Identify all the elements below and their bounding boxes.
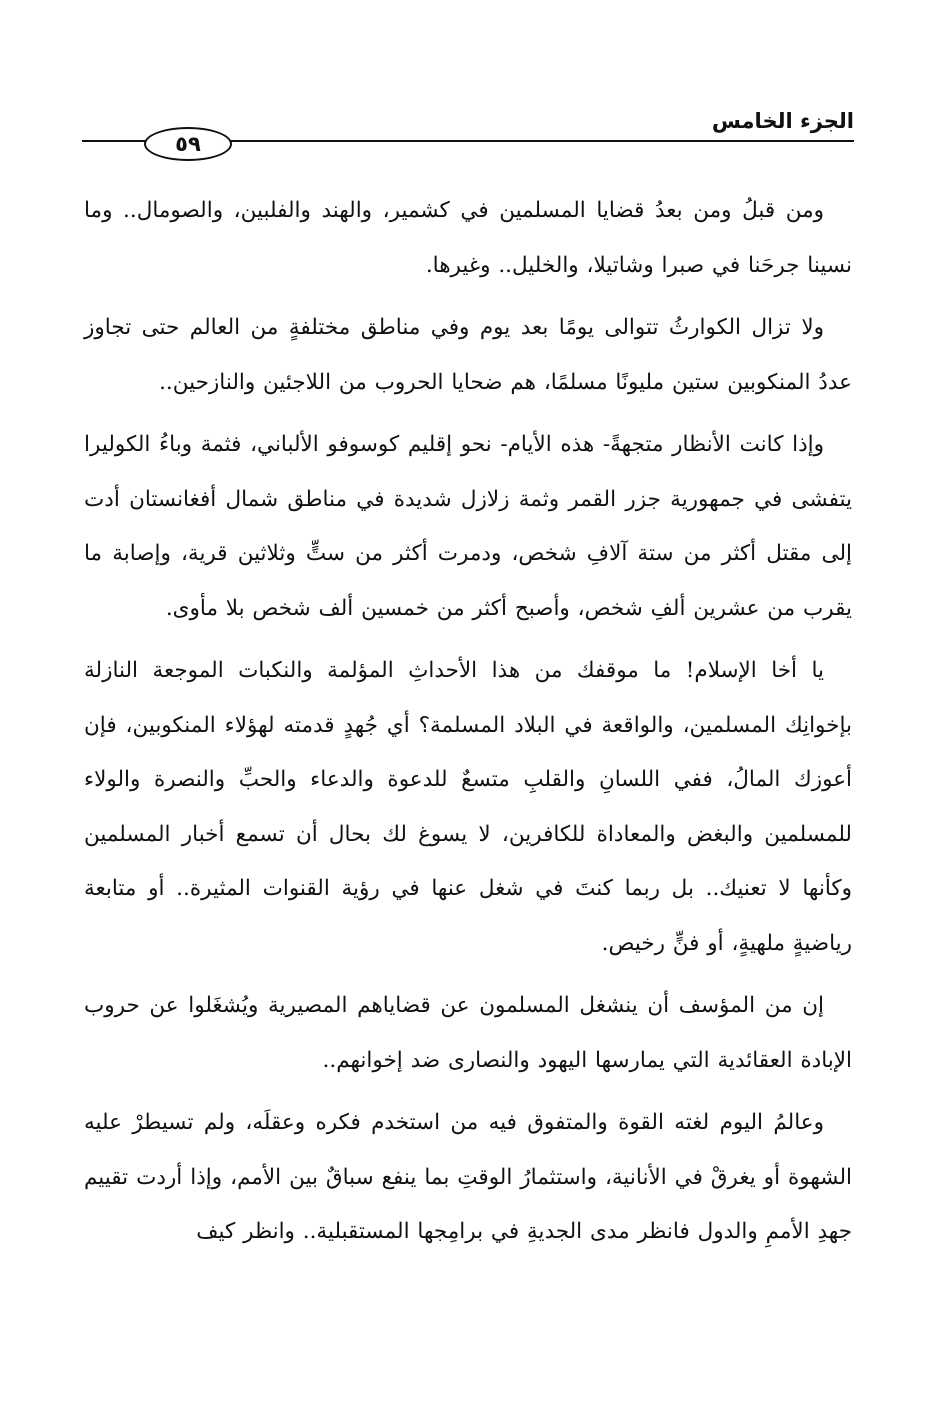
paragraph: وعالمُ اليوم لغته القوة والمتفوق فيه من استخدم فكره وعقلَه، ولم تسيطرْ عليه الشهوة أو يغرقْ في الأنانية، واستثمارُ الوقتِ بما ينفع سباقٌ بين الأمم، وإذا أردت تقييم جهدِ الأممِ والدول فانظر مدى الجديةِ في برامِجها المستقبلية.. وانظر كيف <box>84 1110 852 1244</box>
page-number: ٥٩ <box>144 127 232 161</box>
header-title: الجزء الخامس <box>711 109 854 133</box>
paragraph: يا أخا الإسلام! ما موقفك من هذا الأحداثِ المؤلمة والنكبات الموجعة النازلة بإخوانِك المسلمين، والواقعة في البلاد المسلمة؟ أي جُهدٍ قدمته لهؤلاء المنكوبين، فإن أعوزك المالُ، ففي اللسانِ والقلبِ متسعٌ للدعوة والدعاء والحبِّ والنصرة والولاء للمسلمين والبغض والمعاداة للكافرين، لا يسوغ لك بحال أن تسمع أخبار المسلمين وكأنها لا تعنيك.. بل ربما كنتَ في شغل عنها في رؤية القنوات المثيرة.. أو متابعة رياضيةٍ ملهيةٍ، أو فنٍّ رخيص. <box>84 658 852 956</box>
paragraph: ومن قبلُ ومن بعدُ قضايا المسلمين في كشمير، والهند والفلبين، والصومال.. وما نسينا جرحَنا في صبرا وشاتيلا، والخليل.. وغيرها. <box>84 198 852 278</box>
paragraph: إن من المؤسف أن ينشغل المسلمون عن قضاياهم المصيرية ويُشغَلوا عن حروب الإبادة العقائدية التي يمارسها اليهود والنصارى ضد إخوانهم.. <box>84 993 852 1073</box>
paragraph: ولا تزال الكوارثُ تتوالى يومًا بعد يوم وفي مناطق مختلفةٍ من العالم حتى تجاوز عددُ المنكوبين ستين مليونًا مسلمًا، هم ضحايا الحروب من اللاجئين والنازحين.. <box>84 315 852 395</box>
running-header <box>82 108 854 156</box>
body-text <box>84 184 852 1268</box>
paragraph: وإذا كانت الأنظار متجهةً- هذه الأيام- نحو إقليم كوسوفو الألباني، فثمة وباءُ الكوليرا يتفشى في جمهورية جزر القمر وثمة زلازل شديدة في مناطق شمال أفغانستان أدت إلى مقتل أكثر من ستة آلافِ شخص، ودمرت أكثر من ستٍّ وثلاثين قرية، وإصابة ما يقرب من عشرين ألفِ شخص، وأصبح أكثر من خمسين ألف شخص بلا مأوى. <box>84 432 852 621</box>
